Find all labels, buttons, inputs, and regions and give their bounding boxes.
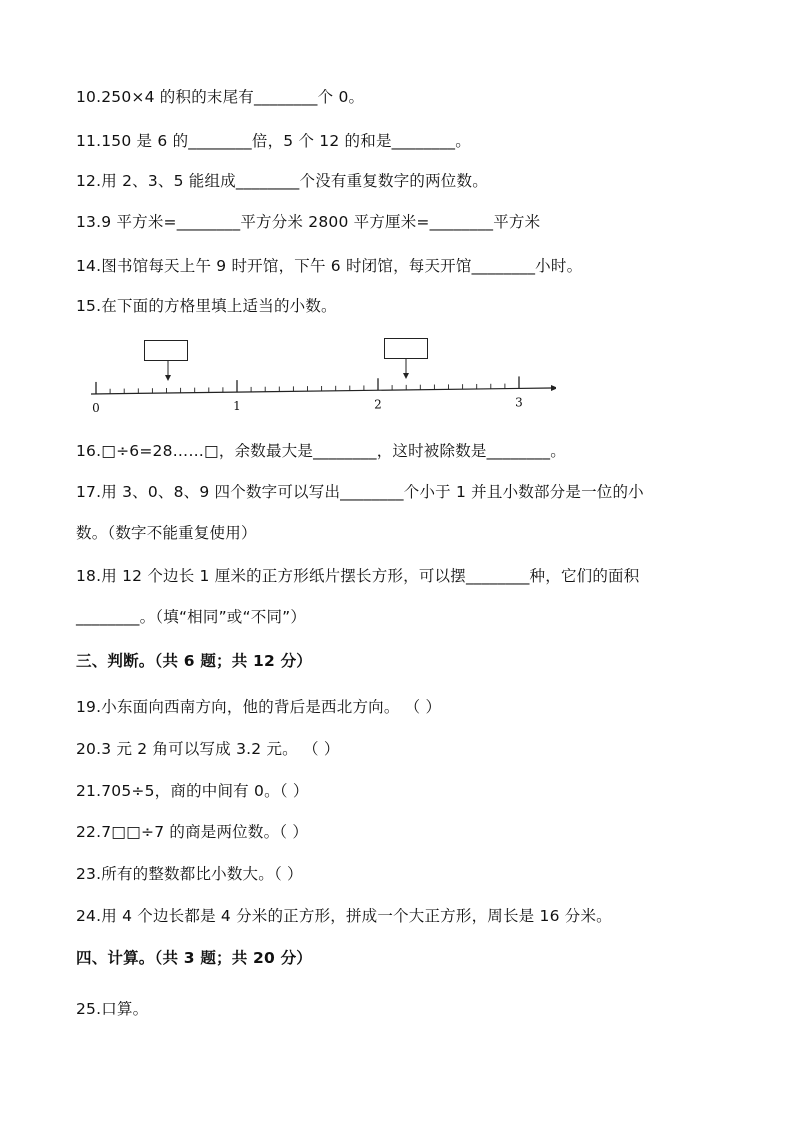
question-17-line-1: 17.用 3、0、8、9 四个数字可以写出________个小于 1 并且小数部分是一位的小 (76, 483, 644, 501)
question-19: 19.小东面向西南方向，他的背后是西北方向。 （ ） (76, 698, 442, 716)
question-15: 15.在下面的方格里填上适当的小数。 (76, 297, 337, 315)
section-3-heading: 三、判断。（共 6 题；共 12 分） (76, 652, 312, 670)
question-20: 20.3 元 2 角可以写成 3.2 元。 （ ） (76, 740, 340, 758)
question-10: 10.250×4 的积的末尾有________个 0。 (76, 88, 365, 106)
question-17-line-2: 数。（数字不能重复使用） (76, 524, 257, 542)
question-21: 21.705÷5，商的中间有 0。（ ） (76, 782, 309, 800)
question-24: 24.用 4 个边长都是 4 分米的正方形，拼成一个大正方形，周长是 16 分米。 (76, 907, 612, 925)
question-23: 23.所有的整数都比小数大。（ ） (76, 865, 303, 883)
question-13: 13.9 平方米=________平方分米 2800 平方厘米=________平方米 (76, 213, 541, 231)
question-25: 25.口算。 (76, 1000, 149, 1018)
pointer-1-head (165, 375, 171, 381)
number-line-svg (86, 336, 556, 416)
tick-label-3: 3 (515, 395, 523, 410)
tick-label-0: 0 (92, 400, 100, 415)
question-18-line-1: 18.用 12 个边长 1 厘米的正方形纸片摆长方形，可以摆________种，它们的面积 (76, 567, 640, 585)
question-11: 11.150 是 6 的________倍，5 个 12 的和是________。 (76, 132, 471, 150)
section-4-heading: 四、计算。（共 3 题；共 20 分） (76, 949, 312, 967)
pointer-2-head (403, 373, 409, 379)
tick-label-1: 1 (233, 399, 241, 414)
number-line-arrow-head (551, 385, 556, 391)
question-12: 12.用 2、3、5 能组成________个没有重复数字的两位数。 (76, 172, 488, 190)
question-18-line-2: ________。（填“相同”或“不同”） (76, 608, 307, 626)
question-14: 14.图书馆每天上午 9 时开馆，下午 6 时闭馆，每天开馆________小时。 (76, 257, 583, 275)
question-22: 22.7□□÷7 的商是两位数。（ ） (76, 823, 309, 841)
number-line-axis (91, 388, 551, 394)
question-16: 16.□÷6=28……□，余数最大是________，这时被除数是________。 (76, 442, 566, 460)
number-line-figure (86, 336, 556, 416)
tick-label-2: 2 (374, 397, 382, 412)
